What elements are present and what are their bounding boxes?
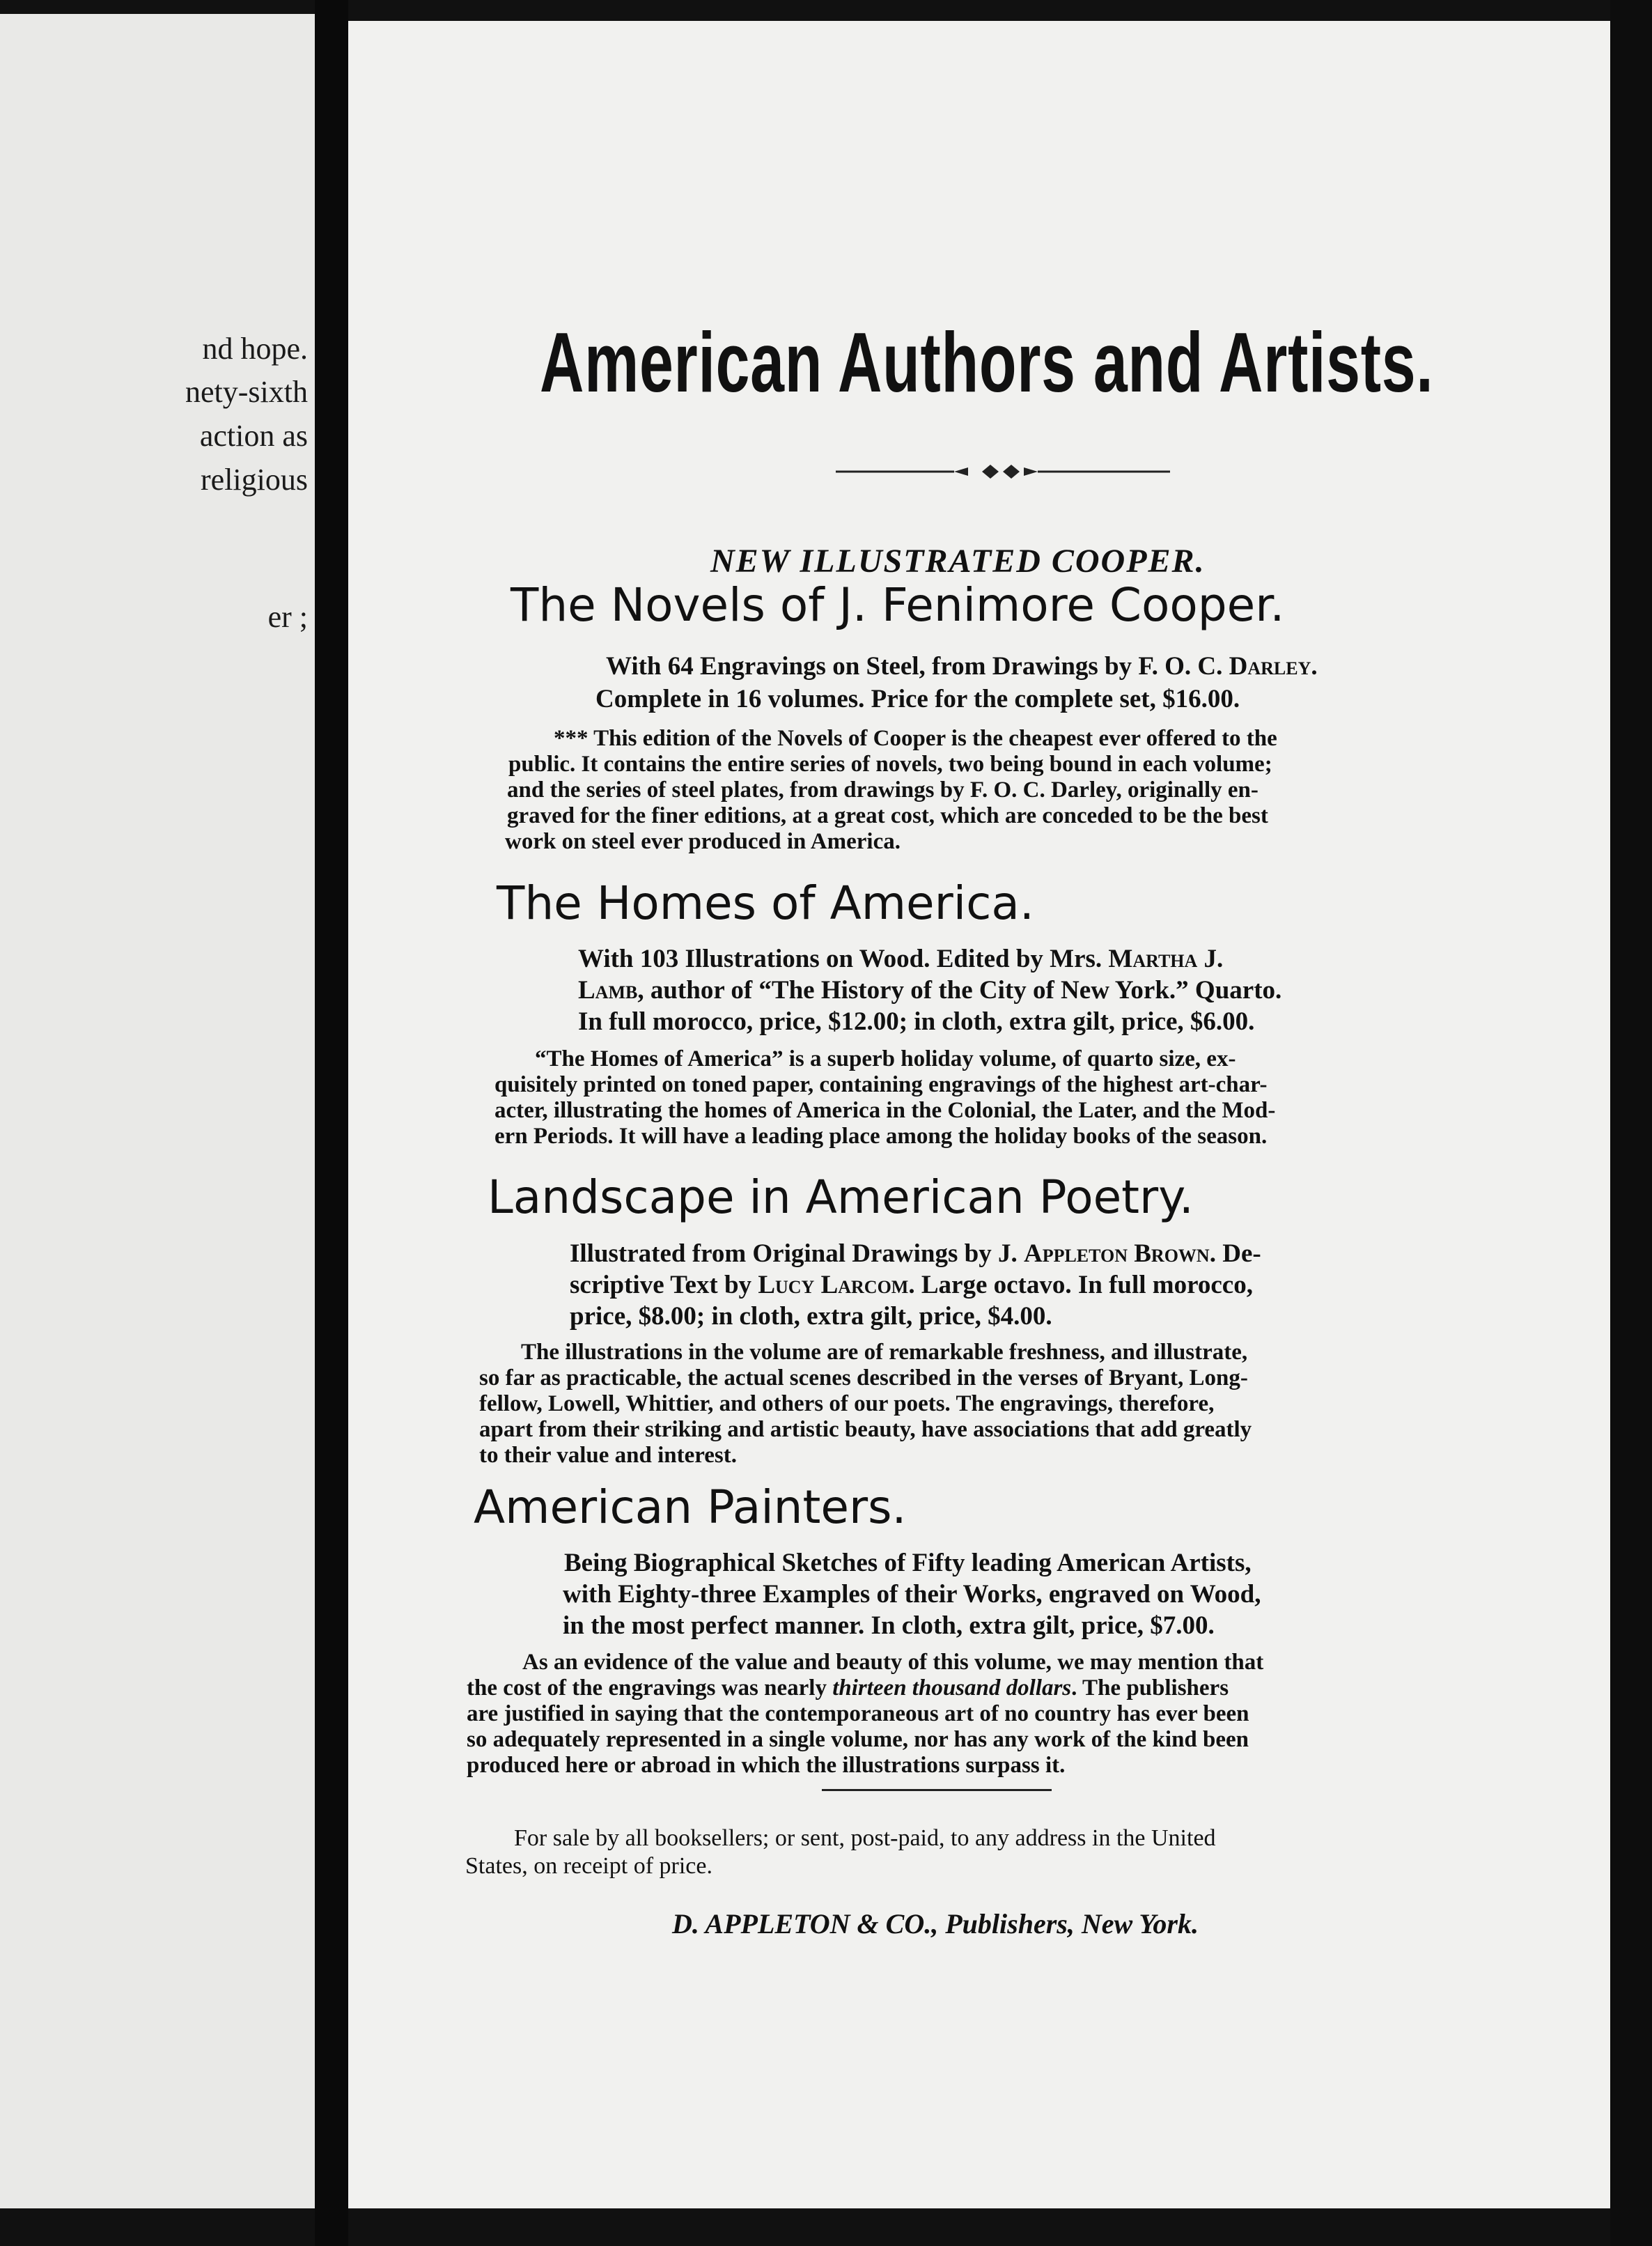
sale-note-line: For sale by all booksellers; or sent, post-paid, to any address in the United [514, 1825, 1216, 1851]
page-edge [1610, 0, 1652, 2246]
sale-note-line: States, on receipt of price. [465, 1853, 712, 1879]
book-gutter [315, 0, 348, 2246]
section-note-line: produced here or abroad in which the illustrations surpass it. [467, 1753, 1066, 1778]
left-page-line: nety-sixth [185, 375, 308, 409]
section-title: The Homes of America. [497, 876, 1034, 930]
left-page-line: nd hope. [202, 332, 308, 366]
left-page-line: action as [199, 419, 308, 453]
section-note-line: so adequately represented in a single volume, nor has any work of the kind been [467, 1727, 1249, 1752]
section-description-line: Being Biographical Sketches of Fifty leading American Artists, [564, 1549, 1252, 1577]
section-description-line: with Eighty-three Examples of their Works, engraved on Wood, [563, 1580, 1261, 1609]
section-note-line: work on steel ever produced in America. [505, 829, 901, 854]
section-note-line: so far as practicable, the actual scenes described in the verses of Bryant, Long- [479, 1365, 1248, 1391]
right-page [348, 21, 1610, 2208]
section-note-line: As an evidence of the value and beauty of this volume, we may mention that [522, 1650, 1264, 1675]
left-page [0, 14, 315, 2208]
section-description-line: In full morocco, price, $12.00; in cloth, extra gilt, price, $6.00. [578, 1007, 1255, 1036]
left-page-line: er ; [267, 600, 308, 634]
section-note-line: the cost of the engravings was nearly thirteen thousand dollars. The publishers [467, 1675, 1229, 1701]
section-note-line: public. It contains the entire series of novels, two being bound in each volume; [508, 752, 1272, 777]
series-heading: NEW ILLUSTRATED COOPER. [710, 543, 1206, 580]
section-note-line: The illustrations in the volume are of remarkable freshness, and illustrate, [521, 1340, 1248, 1365]
ornament-divider [836, 461, 1170, 482]
section-description-line: Complete in 16 volumes. Price for the complete set, $16.00. [595, 685, 1240, 713]
section-note-line: “The Homes of America” is a superb holiday volume, of quarto size, ex- [535, 1046, 1236, 1071]
section-description-line: With 103 Illustrations on Wood. Edited by Mrs. Martha J. [578, 945, 1224, 973]
publisher-imprint: D. APPLETON & CO., Publishers, New York. [672, 1908, 1199, 1939]
section-note-line: and the series of steel plates, from drawings by F. O. C. Darley, originally en- [507, 777, 1259, 803]
section-note-line: quisitely printed on toned paper, containing engravings of the highest art-char- [494, 1072, 1268, 1097]
page-title: American Authors and Artists. [540, 315, 1434, 410]
section-description-line: With 64 Engravings on Steel, from Drawings by F. O. C. Darley. [606, 652, 1318, 681]
section-note-line: graved for the finer editions, at a great cost, which are conceded to be the best [507, 803, 1268, 828]
section-note-line: acter, illustrating the homes of America in the Colonial, the Later, and the Mod- [494, 1098, 1276, 1123]
section-note-line: to their value and interest. [479, 1443, 738, 1468]
left-page-line: religious [201, 463, 308, 497]
section-note-line: are justified in saying that the contemporaneous art of no country has ever been [467, 1701, 1249, 1726]
section-note-line: fellow, Lowell, Whittier, and others of our poets. The engravings, therefore, [479, 1391, 1215, 1416]
section-description-line: in the most perfect manner. In cloth, extra gilt, price, $7.00. [563, 1611, 1215, 1640]
section-note-line: ern Periods. It will have a leading place among the holiday books of the season. [494, 1124, 1268, 1149]
section-title: Landscape in American Poetry. [488, 1170, 1194, 1224]
section-description-line: Lamb, author of “The History of the City of New York.” Quarto. [578, 976, 1282, 1005]
section-description-line: Illustrated from Original Drawings by J. Appleton Brown. De- [570, 1239, 1261, 1268]
section-description-line: scriptive Text by Lucy Larcom. Large octavo. In full morocco, [570, 1271, 1253, 1299]
section-note-line: apart from their striking and artistic beauty, have associations that add greatly [479, 1417, 1252, 1442]
footer-rule [822, 1789, 1052, 1791]
section-title: The Novels of J. Fenimore Cooper. [511, 578, 1285, 632]
section-note-line: *** This edition of the Novels of Cooper is the cheapest ever offered to the [554, 726, 1277, 751]
section-title: American Painters. [474, 1480, 907, 1534]
section-description-line: price, $8.00; in cloth, extra gilt, price, $4.00. [570, 1302, 1052, 1331]
